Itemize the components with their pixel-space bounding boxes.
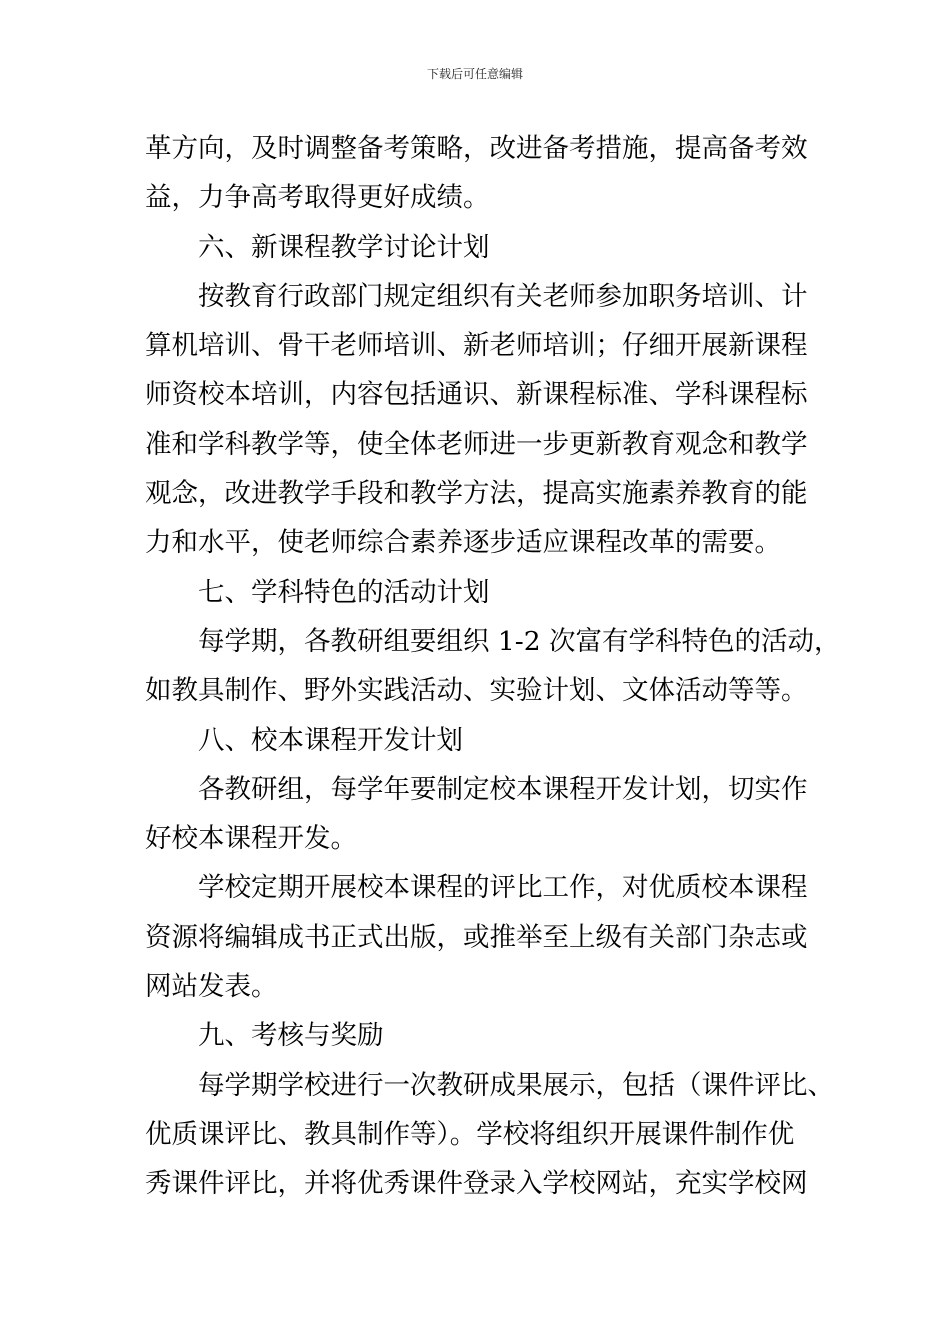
text-line: 每学期学校进行一次教研成果展示，包括（课件评比、 bbox=[198, 1069, 834, 1101]
text-line: 算机培训、骨干老师培训、新老师培训；仔细开展新课程 bbox=[145, 330, 808, 362]
text-line: 优质课评比、教具制作等）。学校将组织开展课件制作优 bbox=[145, 1118, 795, 1150]
text-line: 益，力争高考取得更好成绩。 bbox=[145, 182, 490, 214]
page-header: 下载后可任意编辑 bbox=[426, 67, 523, 81]
text-line: 网站发表。 bbox=[145, 971, 278, 1003]
section-heading-8: 八、校本课程开发计划 bbox=[198, 724, 463, 756]
section-heading-7: 七、学科特色的活动计划 bbox=[198, 576, 490, 608]
text-line: 每学期，各教研组要组织 1-2 次富有学科特色的活动， bbox=[198, 625, 841, 657]
text-line: 资源将编辑成书正式出版，或推举至上级有关部门杂志或 bbox=[145, 921, 808, 953]
text-line: 如教具制作、野外实践活动、实验计划、文体活动等等。 bbox=[145, 675, 808, 707]
text-line: 革方向，及时调整备考策略，改进备考措施，提高备考效 bbox=[145, 133, 808, 164]
text-line: 观念，改进教学手段和教学方法，提高实施素养教育的能 bbox=[145, 478, 808, 510]
section-heading-9: 九、考核与奖励 bbox=[198, 1020, 384, 1052]
document-body bbox=[145, 124, 841, 1209]
text-line: 力和水平，使老师综合素养逐步适应课程改革的需要。 bbox=[145, 527, 781, 559]
text-line: 秀课件评比，并将优秀课件登录入学校网站，充实学校网 bbox=[145, 1168, 808, 1200]
text-line: 各教研组，每学年要制定校本课程开发计划，切实作 bbox=[198, 773, 808, 805]
text-line: 好校本课程开发。 bbox=[145, 823, 357, 855]
section-heading-6: 六、新课程教学讨论计划 bbox=[198, 231, 490, 263]
text-line: 学校定期开展校本课程的评比工作，对优质校本课程 bbox=[198, 872, 808, 904]
text-line: 师资校本培训，内容包括通识、新课程标准、学科课程标 bbox=[145, 379, 808, 411]
text-line: 准和学科教学等，使全体老师进一步更新教育观念和教学 bbox=[145, 428, 808, 460]
text-line: 按教育行政部门规定组织有关老师参加职务培训、计 bbox=[198, 280, 808, 312]
